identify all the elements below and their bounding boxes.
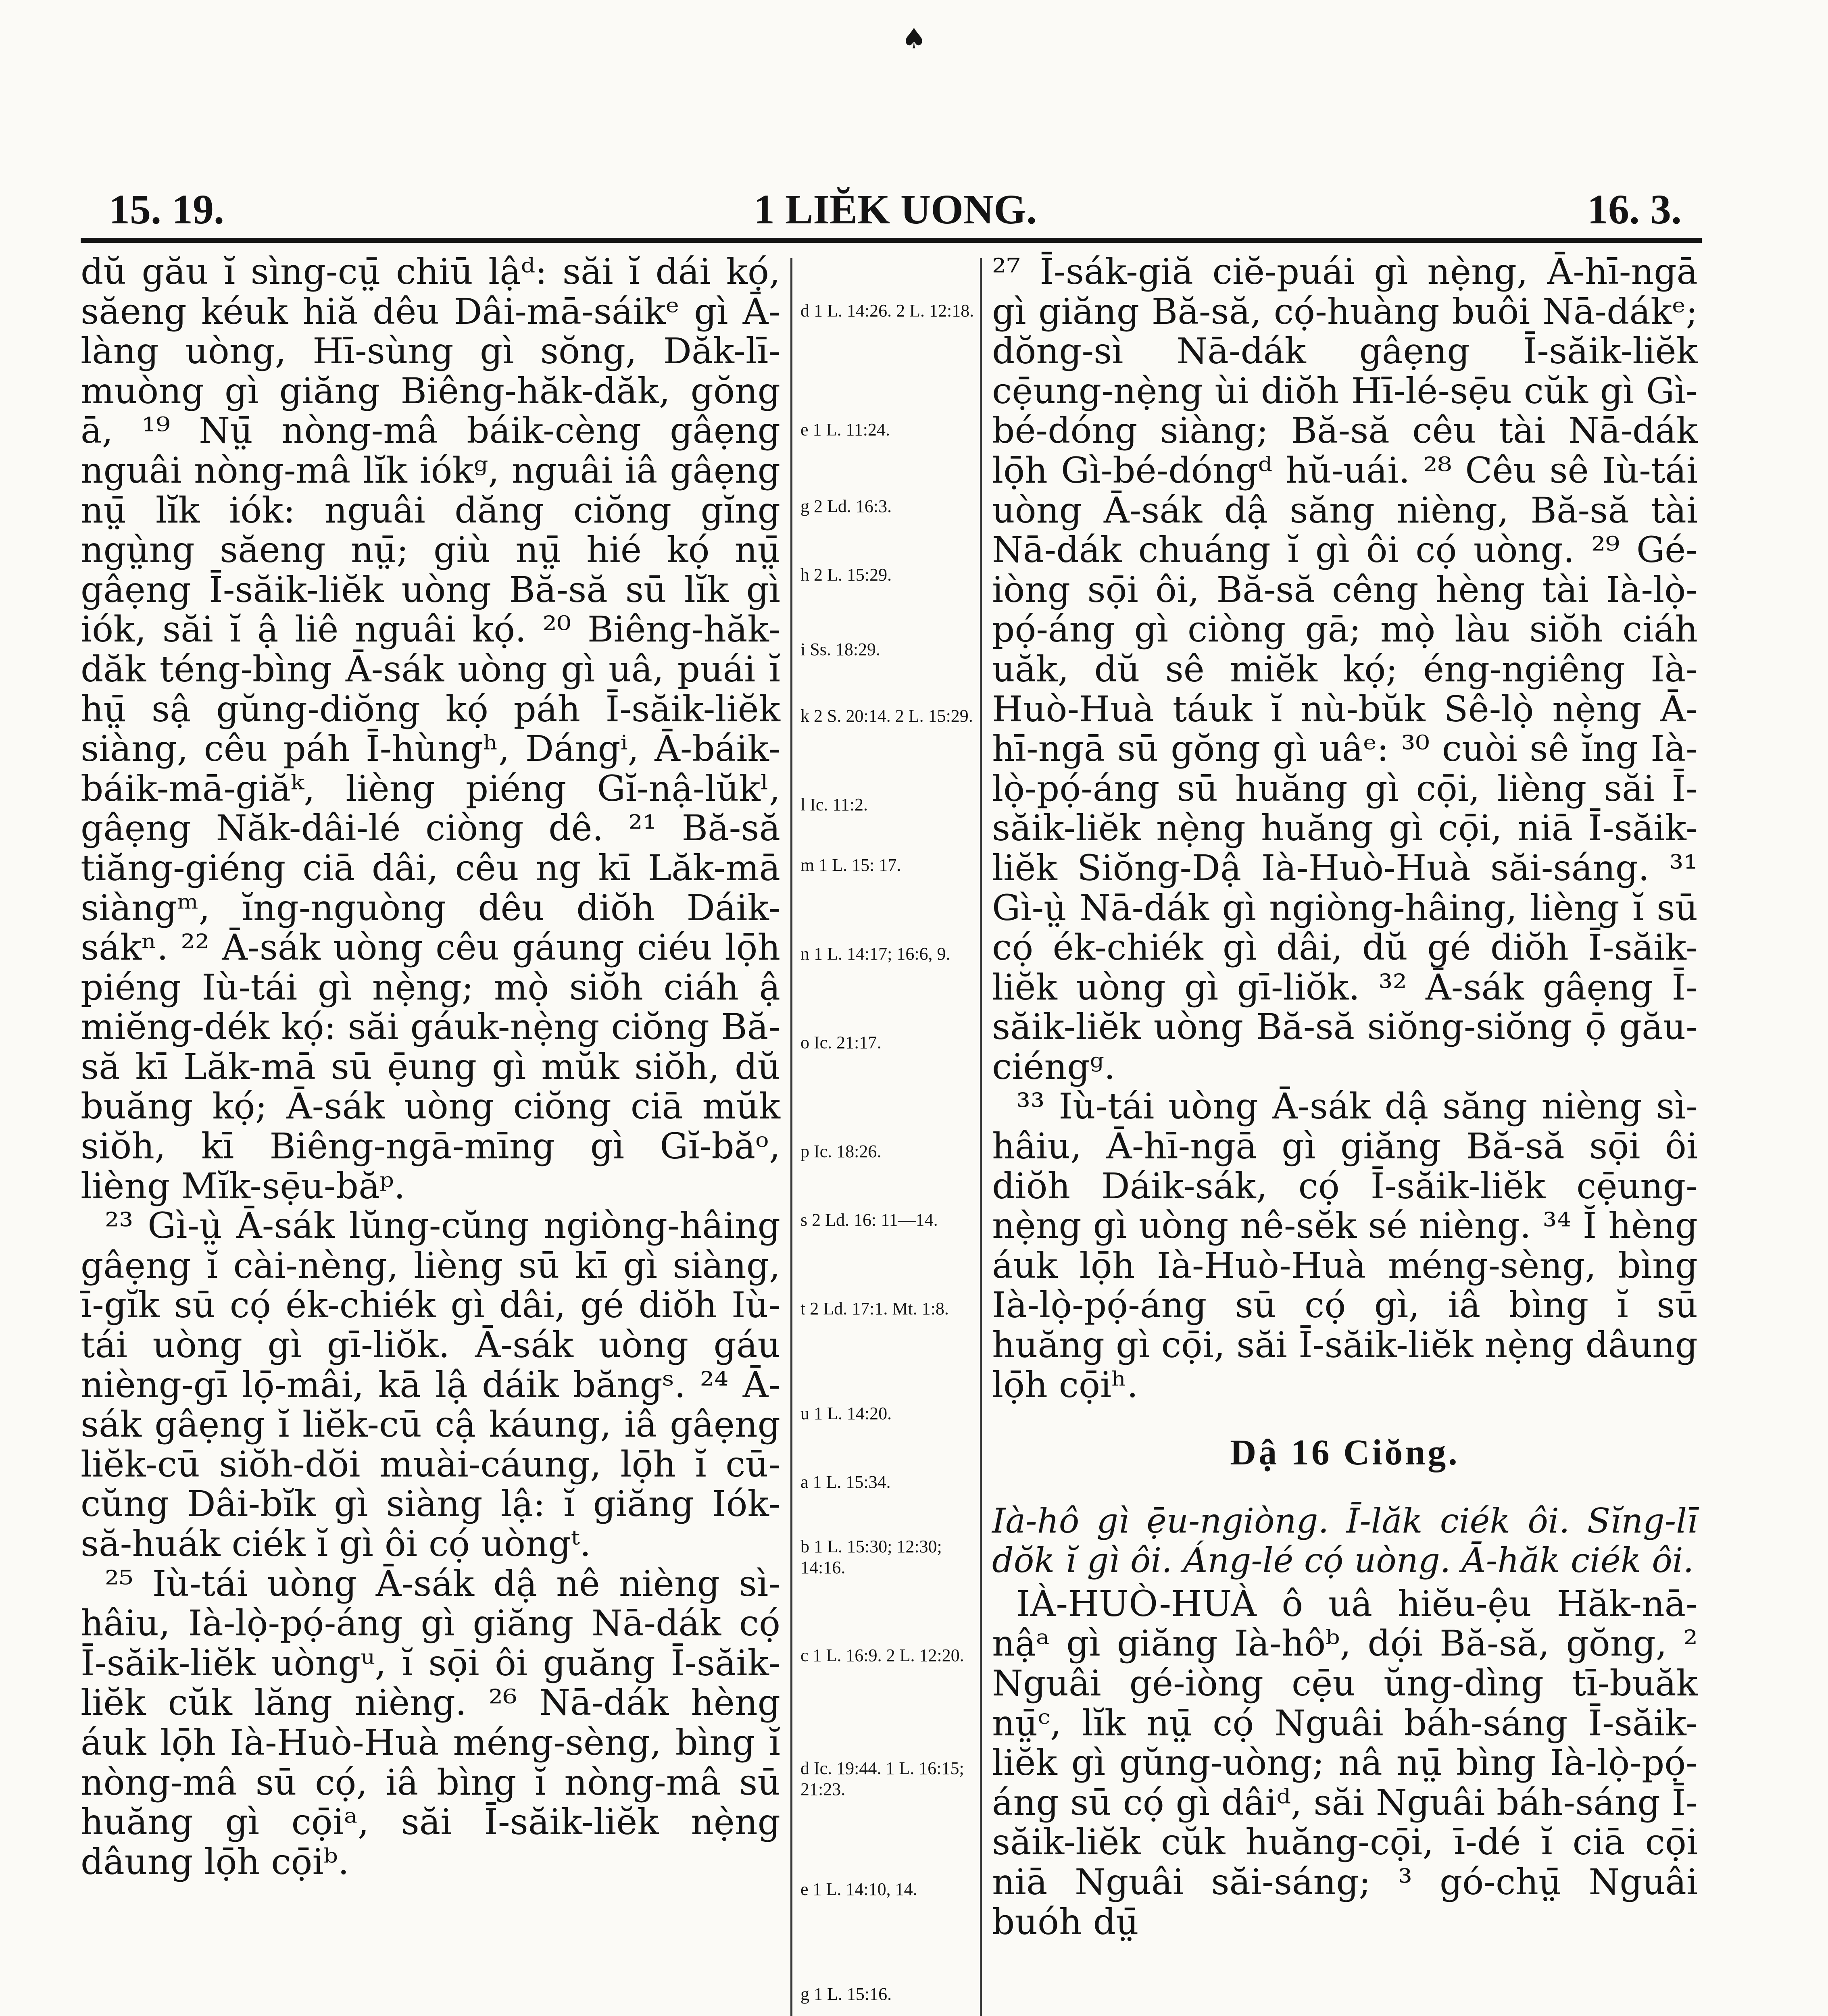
paragraph: ²⁵ Iù-tái uòng Ā-sák dậ nê nièng sì-hâiu, Ià-lọ̀-pọ́-áng gì giăng Nā-dák cọ́ Ī-săik-liĕk uòngᵘ, ĭ sọ̄i ôi guăng Ī-săik-liĕk cŭk lăng nièng. ²⁶ Nā-dák hèng áuk lọ̄h Ià-Huò-Huà méng-sèng, bìng ĭ nòng-mâ sū cọ́, iâ bìng ĭ nòng-mâ sū huăng gì cọ̄iᵃ, săi Ī-săik-liĕk nẹ̀ng dâung lọ̄h cọ̄iᵇ.	[81, 1562, 780, 1883]
margin-ref: a 1 L. 15:34.	[800, 1472, 891, 1492]
margin-ref: l Ic. 11:2.	[800, 795, 868, 814]
margin-ref: b 1 L. 15:30; 12:30; 14:16.	[800, 1537, 942, 1577]
margin-ref: k 2 S. 20:14. 2 L. 15:29.	[800, 706, 973, 726]
chapter-summary: Ià-hô gì ẹ̄u-ngiòng. Ī-lăk ciék ôi. Sĭng-lī dŏk ĭ gì ôi. Áng-lé cọ́ uòng. Ā-hăk ciék ôi.	[992, 1501, 1698, 1580]
margin-ref: n 1 L. 14:17; 16:6, 9.	[800, 944, 950, 964]
header-right-reference: 16. 3.	[1587, 186, 1682, 233]
column-divider-right	[980, 258, 982, 2016]
margin-ref: t 2 Ld. 17:1. Mt. 1:8.	[800, 1299, 949, 1318]
paragraph: dŭ gău ĭ sìng-cṳ̄ chiū lậᵈ: săi ĭ dái kọ́, săeng kéuk hiă dêu Dâi-mā-sáikᵉ gì Ā-làng uòng, Hī-sùng gì sŏng, Dăk-lī-muòng gì giăng Biêng-hăk-dăk, gŏng ā, ¹⁹ Nṳ̄ nòng-mâ báik-cèng gâẹng nguâi nòng-mâ lĭk iókᵍ, nguâi iâ gâẹng nṳ̄ lĭk iók: nguâi dăng ciŏng gĭng ngṳ̀ng săeng nṳ̄; giù nṳ̄ hié kọ́ nṳ̄ gâẹng Ī-săik-liĕk uòng Bă-să sū lĭk gì iók, săi ĭ ậ liê nguâi kọ́. ²⁰ Biêng-hăk-dăk téng-bìng Ā-sák uòng gì uâ, puái ĭ hṳ̄ sậ gŭng-diŏng kọ́ páh Ī-săik-liĕk siàng, cêu páh Ī-hùngʰ, Dángⁱ, Ā-báik-báik-mā-giăᵏ, lièng piéng Gĭ-nậ-lŭkˡ, gâẹng Năk-dâi-lé ciòng dê. ²¹ Bă-să tiăng-giéng ciā dâi, cêu ng kī Lăk-mā siàngᵐ, ĭng-nguòng dêu diŏh Dáik-sákⁿ. ²² Ā-sák uòng cêu gáung ciéu lọ̄h piéng Iù-tái gì nẹ̀ng; mọ̀ siŏh ciáh ậ miĕng-dék kọ́: săi gáuk-nẹ̀ng ciŏng Bă-să kī Lăk-mā sū ẹ̄ung gì mŭk siŏh, dŭ buăng kọ́; Ā-sák uòng ciŏng ciā mŭk siŏh, kī Biêng-ngā-mīng gì Gĭ-băᵒ, lièng Mĭk-sẹ̄u-băᵖ.	[81, 251, 780, 1207]
header-title: 1 LIĔK UONG.	[753, 186, 1037, 233]
margin-ref: e 1 L. 14:10, 14.	[800, 1879, 917, 1899]
margin-ref: i Ss. 18:29.	[800, 639, 881, 659]
margin-ref: g 2 Ld. 16:3.	[800, 496, 892, 516]
paragraph: IÀ-HUÒ-HUÀ ô uâ hiĕu-ệu Hăk-nā-nậᵃ gì giăng Ià-hôᵇ, dọ́i Bă-să, gŏng, ² Nguâi gé-iòng cẹ̄u ŭng-dìng tī-buăk nṳ̄ᶜ, lĭk nṳ̄ cọ́ Nguâi báh-sáng Ī-săik-liĕk gì gŭng-uòng; nâ nṳ̄ bìng Ià-lọ̀-pọ́-áng sū cọ́ gì dâiᵈ, săi Nguâi báh-sáng Ī-săik-liĕk cŭk huăng-cọ̄i, ī-dé ĭ ciā cọ̄i niā Nguâi săi-sáng; ³ gó-chṳ̄ Nguâi buóh dṳ̄	[992, 1583, 1698, 1943]
ornament-mark: ♠	[901, 22, 927, 55]
margin-ref: e 1 L. 11:24.	[800, 420, 890, 439]
paragraph: ²³ Gì-ṳ̀ Ā-sák lŭng-cŭng ngiòng-hâing gâẹng ĭ cài-nèng, lièng sū kī gì siàng, ī-gĭk sū cọ́ ék-chiék gì dâi, gé diŏh Iù-tái uòng gì gī-liŏk. Ā-sák uòng gáu nièng-gī lọ̄-mâi, kā lậ dáik băngˢ. ²⁴ Ā-sák gâẹng ĭ liĕk-cū cậ káung, iâ gâẹng liĕk-cū siŏh-dŏi muài-cáung, lọ̄h ĭ cū-cŭng Dâi-bĭk gì siàng lậ: ĭ giăng Iók-să-huák ciék ĭ gì ôi cọ́ uòngᵗ.	[81, 1205, 780, 1564]
margin-ref: h 2 L. 15:29.	[800, 565, 892, 585]
chapter-heading: Dậ 16 Ciŏng.	[1230, 1433, 1460, 1473]
running-header	[109, 185, 1682, 246]
margin-ref: m 1 L. 15: 17.	[800, 855, 901, 875]
header-rule	[81, 238, 1702, 243]
margin-ref: p Ic. 18:26.	[800, 1141, 882, 1161]
column-divider-left	[790, 258, 792, 2016]
margin-ref: s 2 Ld. 16: 11—14.	[800, 1210, 938, 1230]
margin-ref: d Ic. 19:44. 1 L. 16:15; 21:23.	[800, 1758, 964, 1799]
header-left-reference: 15. 19.	[109, 186, 224, 233]
margin-ref: o Ic. 21:17.	[800, 1033, 882, 1052]
left-column	[81, 252, 780, 1882]
margin-ref: u 1 L. 14:20.	[800, 1404, 892, 1423]
margin-ref: g 1 L. 15:16.	[800, 1984, 892, 2004]
margin-ref: c 1 L. 16:9. 2 L. 12:20.	[800, 1645, 964, 1665]
right-column	[992, 252, 1698, 1942]
margin-ref: d 1 L. 14:26. 2 L. 12:18.	[800, 301, 974, 321]
paragraph: ³³ Iù-tái uòng Ā-sák dậ săng nièng sì-hâiu, Ā-hī-ngā gì giăng Bă-să sọ̄i ôi diŏh Dáik-sák, cọ́ Ī-săik-liĕk cẹ̄ung-nẹ̀ng gì uòng nê-sĕk sé nièng. ³⁴ Ĭ hèng áuk lọ̄h Ià-Huò-Huà méng-sèng, bìng Ià-lọ̀-pọ́-áng sū cọ́ gì, iâ bìng ĭ sū huăng gì cọ̄i, săi Ī-săik-liĕk nẹ̀ng dâung lọ̄h cọ̄iʰ.	[992, 1085, 1698, 1406]
paragraph: ²⁷ Ī-sák-giă ciĕ-puái gì nẹ̀ng, Ā-hī-ngā gì giăng Bă-să, cọ́-huàng buôi Nā-dákᵉ; dŏng-sì Nā-dák gâẹng Ī-săik-liĕk cẹ̄ung-nẹ̀ng ùi diŏh Hī-lé-sẹ̄u cŭk gì Gì-bé-dóng siàng; Bă-să cêu tài Nā-dák lọ̄h Gì-bé-dóngᵈ hŭ-uái. ²⁸ Cêu sê Iù-tái uòng Ā-sák dậ săng nièng, Bă-să tài Nā-dák chuáng ĭ gì ôi cọ́ uòng. ²⁹ Gé-iòng sọ̄i ôi, Bă-să cêng hèng tài Ià-lọ̀-pọ́-áng gì ciòng gā; mọ̀ làu siŏh ciáh uăk, dŭ sê miĕk kọ́; éng-ngiêng Ià-Huò-Huà táuk ĭ nù-bŭk Sê-lọ̀ nẹ̀ng Ā-hī-ngā sū gŏng gì uâᵉ: ³⁰ cuòi sê ĭng Ià-lọ̀-pọ́-áng sū huăng gì cọ̄i, lièng săi Ī-săik-liĕk nẹ̀ng huăng gì cọ̄i, niā Ī-săik-liĕk Siŏng-Dậ Ià-Huò-Huà săi-sáng. ³¹ Gì-ṳ̀ Nā-dák gì ngiòng-hâing, lièng ĭ sū cọ́ ék-chiék gì dâi, dŭ gé diŏh Ī-săik-liĕk uòng gì gī-liŏk. ³² Ā-sák gâẹng Ī-săik-liĕk uòng Bă-să siŏng-siŏng ọ̄ gău-ciéngᵍ.	[992, 251, 1698, 1087]
